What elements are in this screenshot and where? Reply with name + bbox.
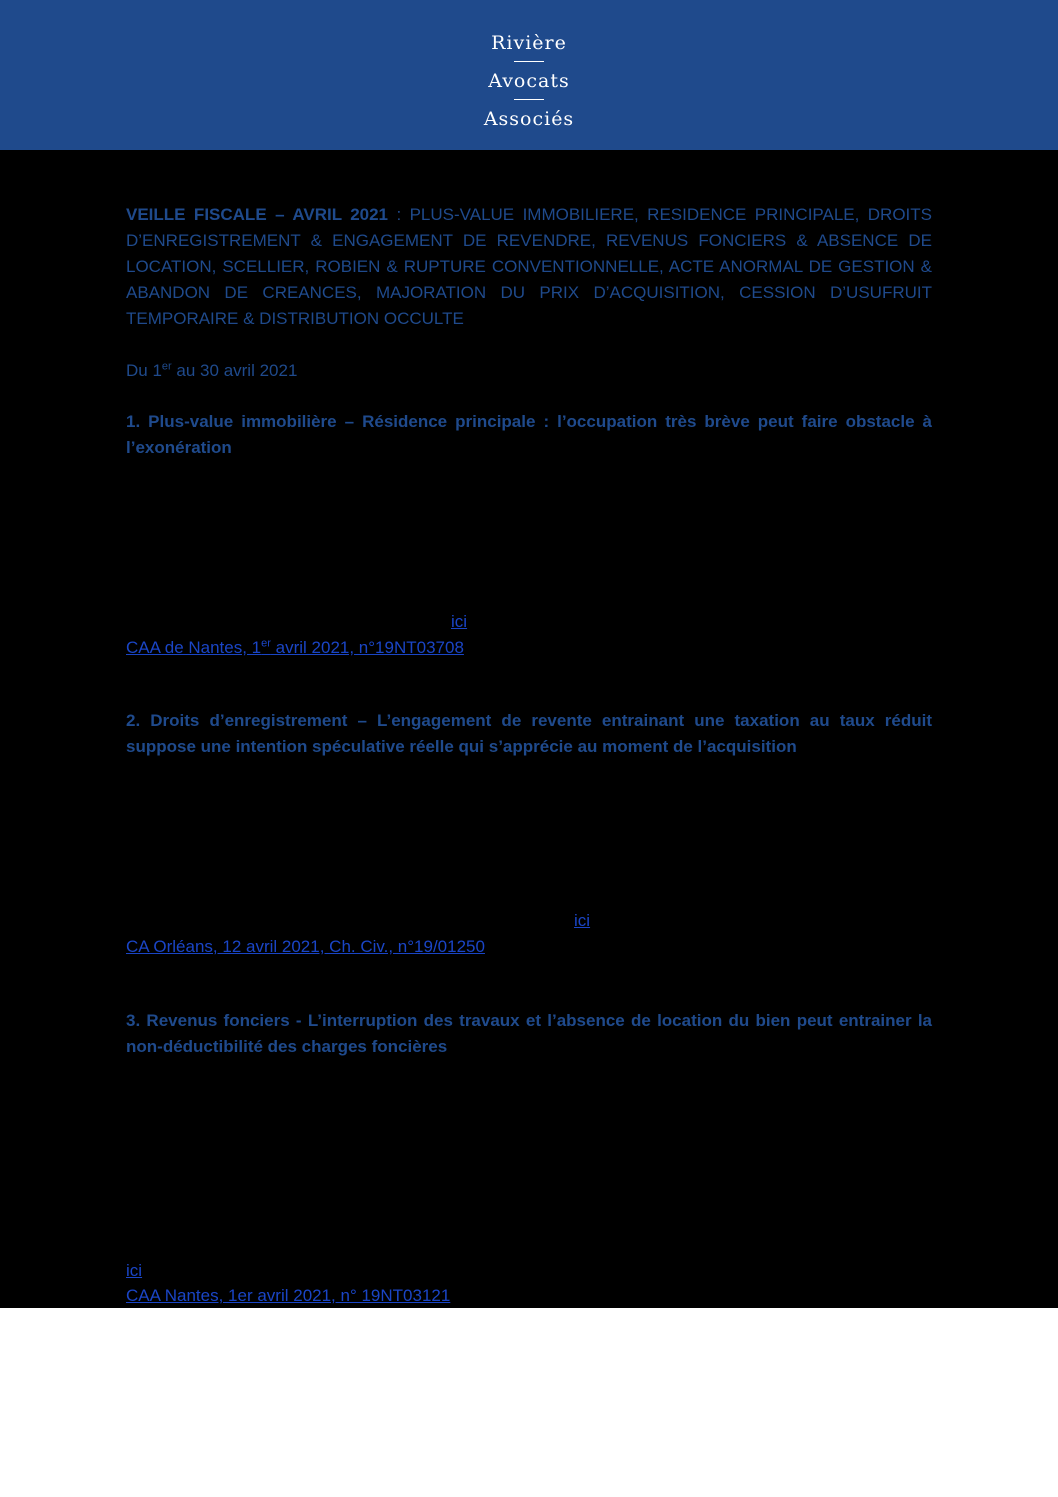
ref-sup: er: [261, 637, 271, 650]
section-2-heading: 2. Droits d’enregistrement – L’engagement de revente entrainant une taxation au taux réduit suppose une intention spéculative réelle qui s’apprécie au moment de l’acquisition: [126, 711, 932, 756]
title-prefix: VEILLE FISCALE – AVRIL 2021: [126, 205, 389, 224]
ref-prefix: CAA de Nantes, 1: [126, 638, 262, 657]
logo-divider: [514, 61, 544, 62]
section-2-reference-link[interactable]: CA Orléans, 12 avril 2021, Ch. Civ., n°19/01250: [126, 937, 485, 956]
logo-divider: [514, 99, 544, 100]
date-range: [126, 358, 932, 384]
section-1-heading: 1. Plus-value immobilière – Résidence principale : l’occupation très brève peut faire obstacle à l’exonération: [126, 412, 932, 457]
ref-suffix: avril 2021, n°19NT03708: [270, 638, 464, 657]
logo-line-2: Avocats: [488, 70, 570, 92]
title-rest: : PLUS-VALUE IMMOBILIERE, RESIDENCE PRINCIPALE, DROITS D’ENREGISTREMENT & ENGAGEMENT DE REVENDRE, REVENUS FONCIERS & ABSENCE DE LOCATION, SCELLIER, ROBIEN & RUPTURE CONVENTIONNELLE, ACTE ANORMAL DE GESTION & ABANDON DE CREANCES, MAJORATION DU PRIX D’ACQUISITION, CESSION D’USUFRUIT TEMPORAIRE & DISTRIBUTION OCCULTE: [126, 205, 932, 328]
logo-line-3: Associés: [483, 108, 575, 130]
firm-logo: [0, 30, 1058, 132]
section-1-reference-link[interactable]: [126, 635, 464, 661]
date-suffix: au 30 avril 2021: [171, 361, 298, 380]
section-2-ici-link[interactable]: ici: [574, 911, 591, 930]
logo-line-1: Rivière: [491, 32, 567, 54]
date-sup: er: [161, 360, 172, 373]
section-3-ici-link[interactable]: ici: [126, 1261, 143, 1280]
section-3-heading: 3. Revenus fonciers - L’interruption des travaux et l’absence de location du bien peut entrainer la non-déductibilité des charges foncières: [126, 1011, 932, 1056]
section-1-ici-link[interactable]: ici: [451, 612, 468, 631]
date-prefix: Du 1: [126, 361, 162, 380]
document-title: [126, 202, 932, 332]
section-3-reference-link[interactable]: CAA Nantes, 1er avril 2021, n° 19NT03121: [126, 1286, 451, 1305]
